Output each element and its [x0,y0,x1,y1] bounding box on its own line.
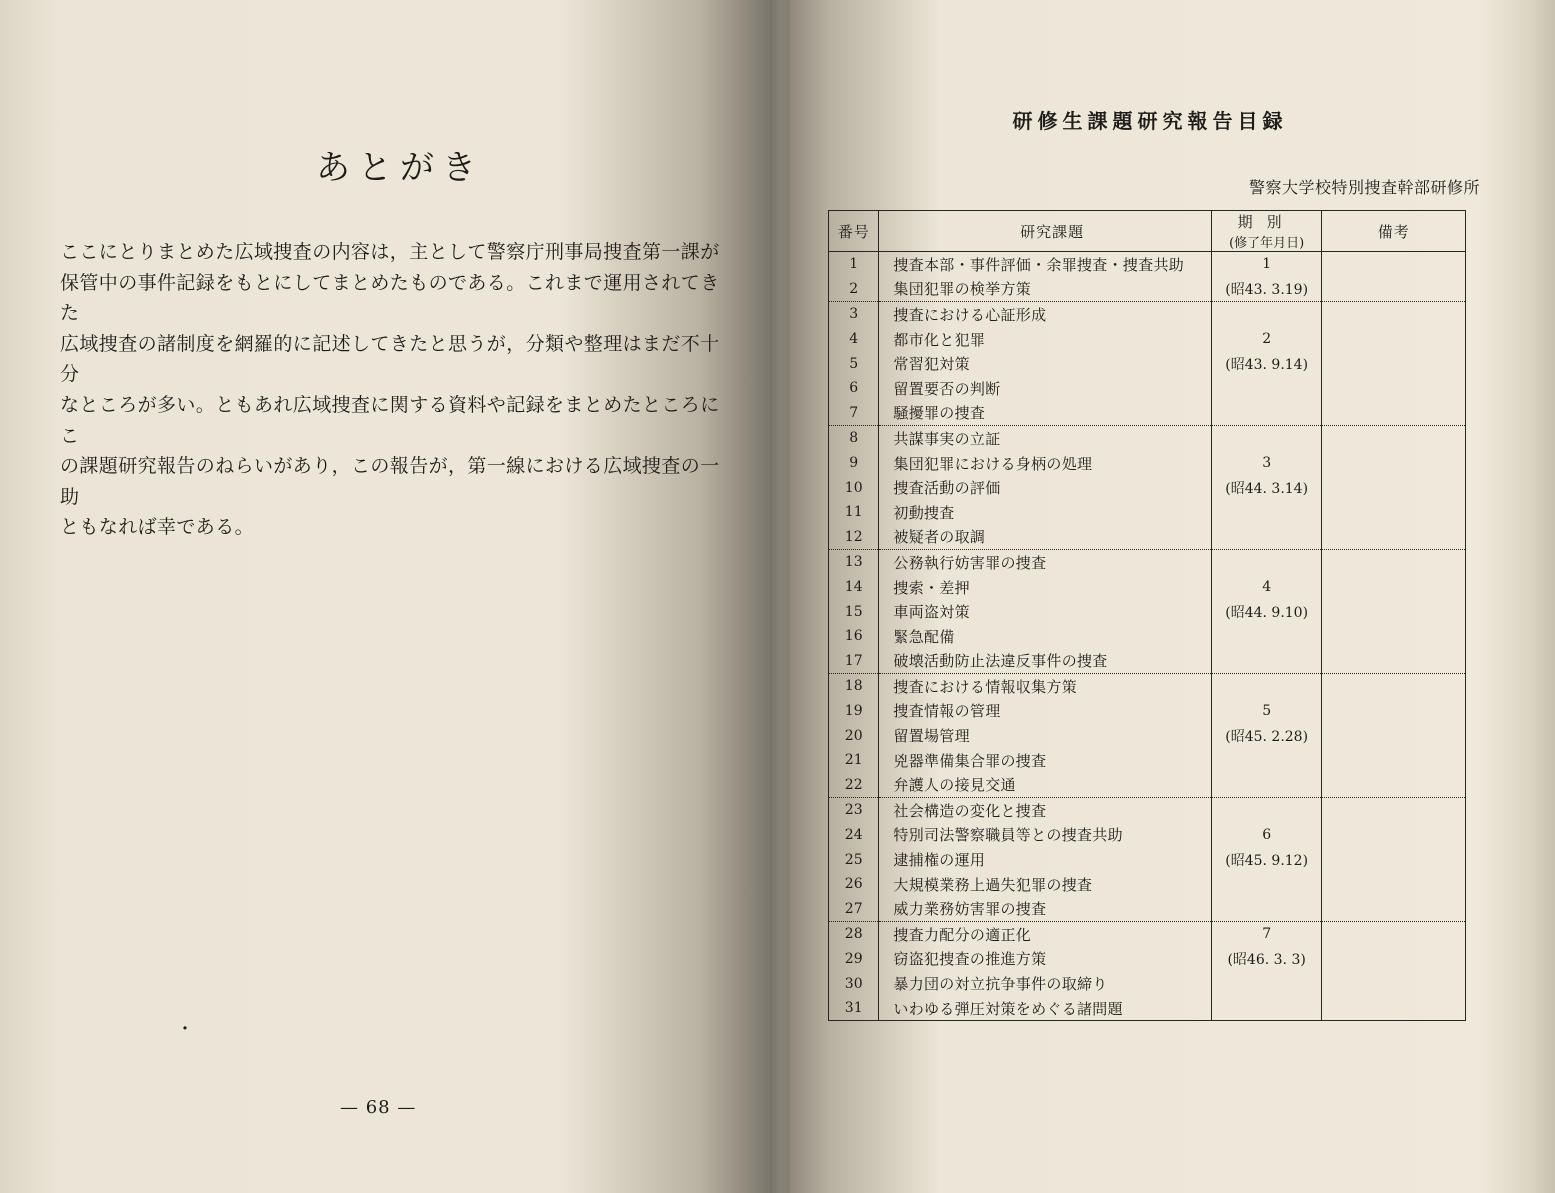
period-date: (昭44. 9.10) [1225,604,1309,621]
row-number: 27 [829,896,879,921]
row-note [1322,525,1466,550]
row-period [1211,500,1321,525]
row-number: 18 [829,674,879,699]
row-topic: 都市化と犯罪 [879,327,1212,352]
period-date: (昭43. 3.19) [1225,281,1309,298]
table-row [829,772,1466,797]
table-row [829,947,1466,972]
right-page [780,0,1555,1193]
row-period [1211,896,1321,921]
row-number: 23 [829,798,879,823]
row-topic: 社会構造の変化と捜査 [879,798,1212,823]
row-period [1211,575,1321,600]
period-number: 3 [1262,455,1272,472]
row-period [1211,475,1321,500]
row-note [1322,847,1466,872]
table-row [829,451,1466,476]
row-number: 22 [829,772,879,797]
row-period [1211,798,1321,823]
table-row [829,327,1466,352]
row-note [1322,922,1466,947]
row-note [1322,376,1466,401]
period-number: 4 [1262,579,1272,596]
row-period [1211,351,1321,376]
stray-mark: ・ [176,1019,194,1040]
row-number: 12 [829,525,879,550]
table-row [829,525,1466,550]
row-topic: 捜査における心証形成 [879,302,1212,327]
row-period [1211,947,1321,972]
period-number: 2 [1262,331,1272,348]
row-note [1322,649,1466,674]
row-topic: 車両盗対策 [879,599,1212,624]
header-period [1211,211,1321,252]
row-note [1322,599,1466,624]
row-topic: 集団犯罪における身柄の処理 [879,451,1212,476]
row-topic: 窃盗犯捜査の推進方策 [879,947,1212,972]
period-group [829,922,1466,1021]
row-topic: いわゆる弾圧対策をめぐる諸問題 [879,996,1212,1021]
period-number: 6 [1262,826,1272,843]
row-period [1211,550,1321,575]
row-note [1322,451,1466,476]
row-period [1211,748,1321,773]
row-number: 28 [829,922,879,947]
period-group [829,674,1466,798]
row-period [1211,996,1321,1021]
row-note [1322,327,1466,352]
row-number: 19 [829,699,879,724]
table-row [829,277,1466,302]
table-row [829,624,1466,649]
table-row [829,823,1466,848]
period-date: (昭46. 3. 3) [1227,951,1306,968]
table-row [829,674,1466,699]
row-topic: 捜査力配分の適正化 [879,922,1212,947]
row-topic: 特別司法警察職員等との捜査共助 [879,823,1212,848]
catalog-table [828,210,1466,1021]
header-period-line1: 期別 [1237,213,1296,231]
table-row [829,500,1466,525]
row-note [1322,971,1466,996]
row-period [1211,252,1321,277]
row-number: 24 [829,823,879,848]
table-row [829,798,1466,823]
table-row [829,550,1466,575]
row-period [1211,426,1321,451]
row-number: 1 [829,252,879,277]
row-topic: 騒擾罪の捜査 [879,401,1212,426]
row-topic: 捜査本部・事件評価・余罪捜査・捜査共助 [879,252,1212,277]
period-date: (昭45. 9.12) [1225,852,1309,869]
period-group [829,426,1466,550]
row-note [1322,996,1466,1021]
row-number: 8 [829,426,879,451]
row-note [1322,302,1466,327]
row-topic: 緊急配備 [879,624,1212,649]
row-number: 6 [829,376,879,401]
row-note [1322,475,1466,500]
header-period-line2: (修了年月日) [1229,236,1305,251]
table-row [829,401,1466,426]
period-number: 7 [1262,926,1272,943]
row-topic: 大規模業務上過失犯罪の捜査 [879,872,1212,897]
row-note [1322,550,1466,575]
row-period [1211,823,1321,848]
row-topic: 捜査情報の管理 [879,699,1212,724]
row-topic: 集団犯罪の検挙方策 [879,277,1212,302]
row-topic: 公務執行妨害罪の捜査 [879,550,1212,575]
table-row [829,376,1466,401]
row-number: 3 [829,302,879,327]
table-row [829,723,1466,748]
row-period [1211,847,1321,872]
table-row [829,996,1466,1021]
row-topic: 捜索・差押 [879,575,1212,600]
row-period [1211,649,1321,674]
row-note [1322,426,1466,451]
row-number: 31 [829,996,879,1021]
row-topic: 逮捕権の運用 [879,847,1212,872]
row-note [1322,575,1466,600]
row-note [1322,252,1466,277]
row-period [1211,401,1321,426]
table-row [829,896,1466,921]
row-note [1322,500,1466,525]
row-number: 9 [829,451,879,476]
row-note [1322,723,1466,748]
row-period [1211,302,1321,327]
table-row [829,426,1466,451]
period-group [829,252,1466,302]
row-period [1211,699,1321,724]
page-number: — 68 — [340,1097,417,1118]
row-number: 11 [829,500,879,525]
row-note [1322,896,1466,921]
period-number: 1 [1262,256,1272,273]
table-row [829,872,1466,897]
row-topic: 威力業務妨害罪の捜査 [879,896,1212,921]
period-number: 5 [1262,702,1272,719]
header-number: 番号 [829,211,879,252]
row-topic: 留置場管理 [879,723,1212,748]
table-row [829,252,1466,277]
row-number: 10 [829,475,879,500]
table-row [829,302,1466,327]
row-period [1211,772,1321,797]
row-note [1322,674,1466,699]
row-number: 7 [829,401,879,426]
period-date: (昭43. 9.14) [1225,356,1309,373]
row-number: 25 [829,847,879,872]
row-note [1322,872,1466,897]
row-note [1322,947,1466,972]
header-note: 備考 [1322,211,1466,252]
row-number: 5 [829,351,879,376]
row-topic: 共謀事実の立証 [879,426,1212,451]
row-period [1211,376,1321,401]
row-note [1322,401,1466,426]
table-row [829,748,1466,773]
table-row [829,475,1466,500]
table-row [829,649,1466,674]
row-topic: 常習犯対策 [879,351,1212,376]
row-topic: 初動捜査 [879,500,1212,525]
table-row [829,699,1466,724]
header-topic: 研究課題 [879,211,1212,252]
row-topic: 弁護人の接見交通 [879,772,1212,797]
row-period [1211,922,1321,947]
row-number: 13 [829,550,879,575]
catalog-header-row [829,211,1466,252]
row-note [1322,823,1466,848]
row-topic: 暴力団の対立抗争事件の取締り [879,971,1212,996]
row-number: 16 [829,624,879,649]
row-note [1322,772,1466,797]
row-period [1211,327,1321,352]
table-row [829,847,1466,872]
row-note [1322,277,1466,302]
row-number: 4 [829,327,879,352]
table-row [829,922,1466,947]
row-topic: 捜査活動の評価 [879,475,1212,500]
period-date: (昭45. 2.28) [1225,728,1309,745]
row-topic: 破壊活動防止法違反事件の捜査 [879,649,1212,674]
row-period [1211,525,1321,550]
row-number: 14 [829,575,879,600]
row-period [1211,624,1321,649]
row-period [1211,971,1321,996]
period-date: (昭44. 3.14) [1225,480,1309,497]
row-period [1211,599,1321,624]
row-topic: 被疑者の取調 [879,525,1212,550]
afterword-heading: あとがき [316,148,484,188]
row-period [1211,674,1321,699]
catalog-title: 研修生課題研究報告目録 [1012,109,1288,133]
row-topic: 留置要否の判断 [879,376,1212,401]
row-topic: 捜査における情報収集方策 [879,674,1212,699]
row-period [1211,451,1321,476]
row-note [1322,351,1466,376]
row-number: 17 [829,649,879,674]
row-number: 30 [829,971,879,996]
row-number: 15 [829,599,879,624]
table-row [829,971,1466,996]
period-group [829,798,1466,922]
row-number: 29 [829,947,879,972]
row-topic: 兇器準備集合罪の捜査 [879,748,1212,773]
afterword-paragraph: ここにとりまとめた広域捜査の内容は，主として警察庁刑事局捜査第一課が 保管中の事件記録をもとにしてまとめたものである。これまで運用されてきた 広域捜査の諸制度を網羅的に記述してきたと思うが，分類や整理はまだ不十分 なところが多い。ともあれ広域捜査に関する資料や記録をまとめたところにこ の課題研究報告のねらいがあり，この報告が，第一線における広域捜査の一助 ともなれば幸である。 [60,241,720,539]
row-period [1211,723,1321,748]
row-period [1211,872,1321,897]
row-note [1322,798,1466,823]
row-number: 20 [829,723,879,748]
row-number: 2 [829,277,879,302]
table-row [829,351,1466,376]
row-period [1211,277,1321,302]
period-group [829,550,1466,674]
row-note [1322,748,1466,773]
table-row [829,575,1466,600]
row-note [1322,699,1466,724]
row-number: 26 [829,872,879,897]
table-row [829,599,1466,624]
row-number: 21 [829,748,879,773]
catalog-subtitle: 警察大学校特別捜査幹部研修所 [1248,178,1480,197]
period-group [829,302,1466,426]
row-note [1322,624,1466,649]
